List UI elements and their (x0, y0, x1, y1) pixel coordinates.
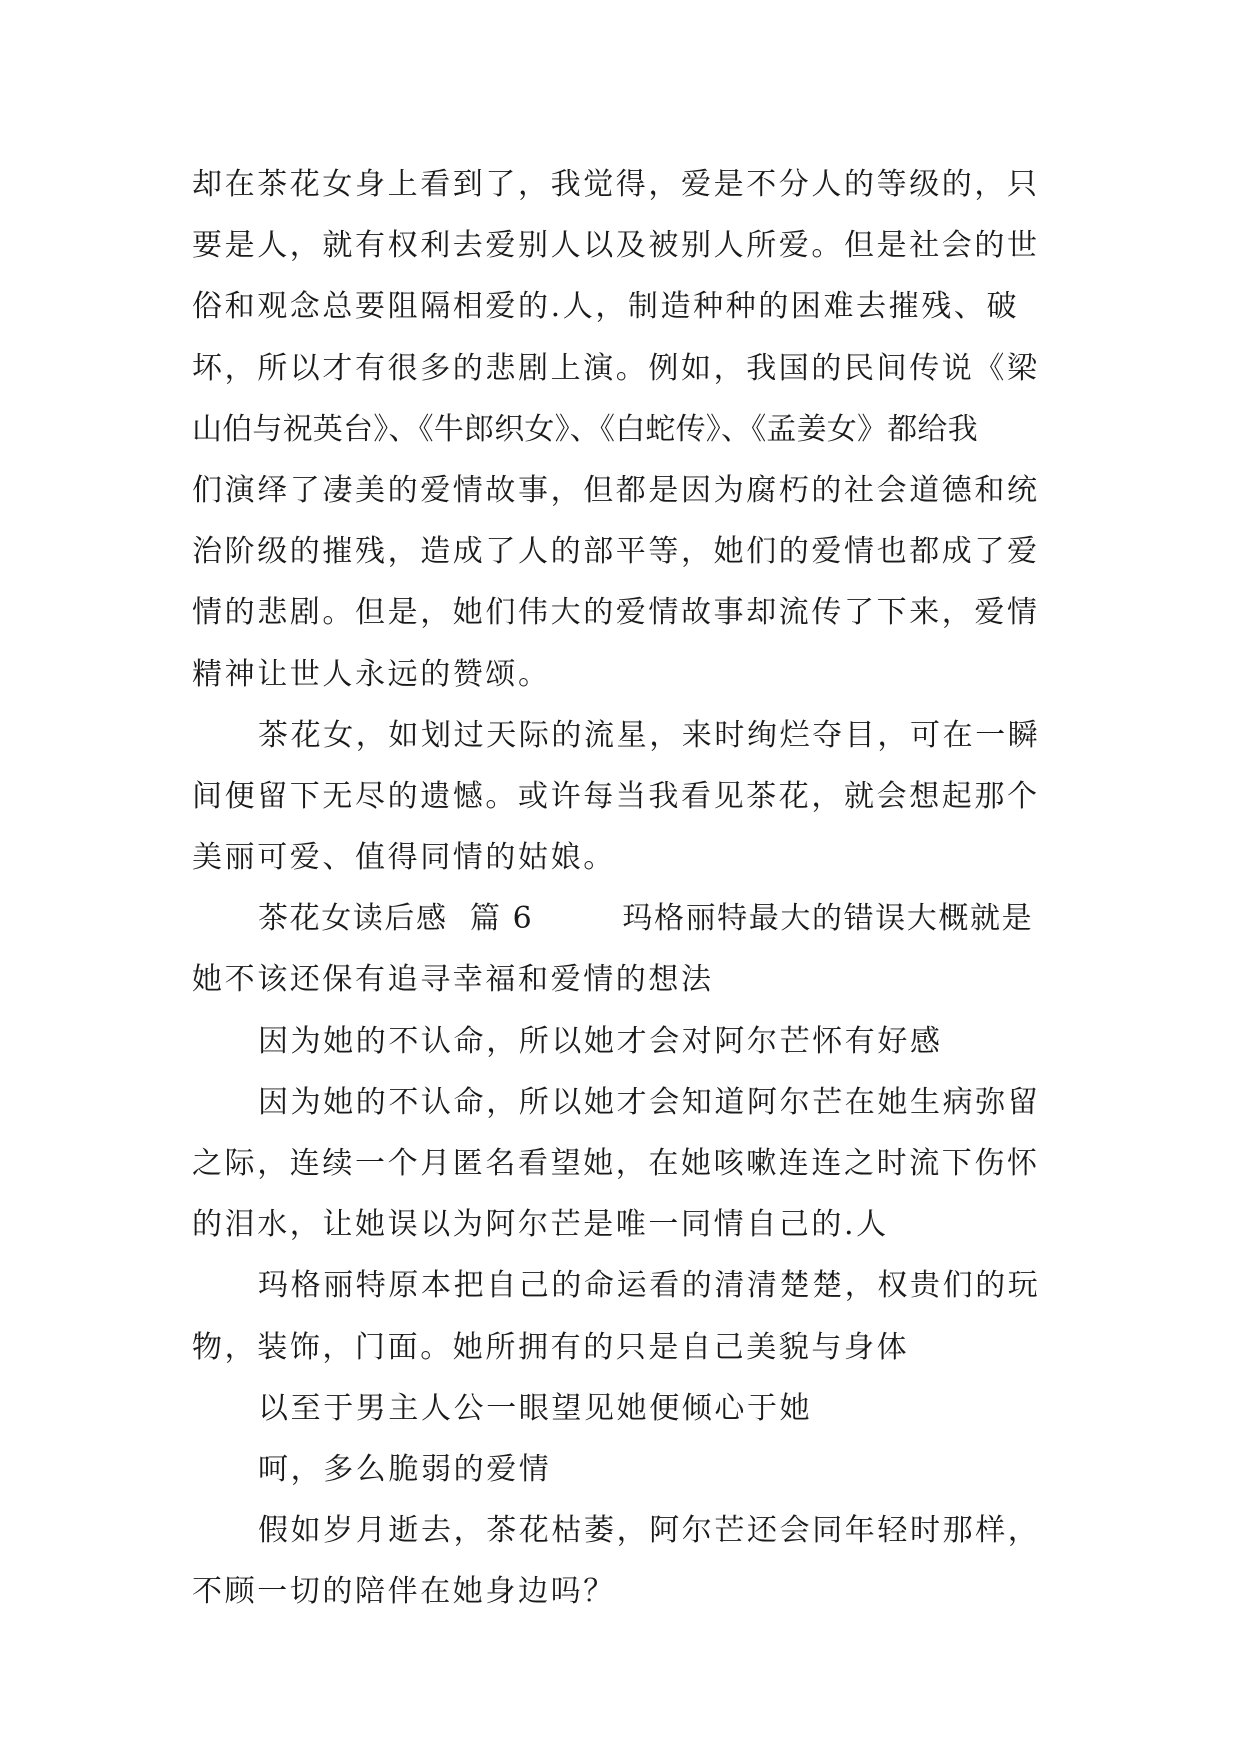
text-line: 坏，所以才有很多的悲剧上演。例如，我国的民间传说《梁 (192, 350, 1040, 386)
text-line: 要是人，就有权利去爱别人以及被别人所爱。但是社会的世 (192, 228, 1040, 264)
text-line: 的泪水，让她误以为阿尔芒是唯一同情自己的.人 (192, 1207, 889, 1243)
paragraph-start-line: 因为她的不认命，所以她才会对阿尔芒怀有好感 (258, 1023, 943, 1059)
paragraph-start-line: 以至于男主人公一眼望见她便倾心于她 (258, 1390, 813, 1426)
text-line: 山伯与祝英台》、《牛郎织女》、《白蛇传》、《孟姜女》都给我 (192, 411, 978, 447)
text-line: 俗和观念总要阻隔相爱的.人，制造种种的困难去摧残、破 (192, 289, 1020, 325)
text-line: 情的悲剧。但是，她们伟大的爱情故事却流传了下来，爱情 (192, 595, 1040, 631)
section-heading-line: 茶花女读后感 篇 6 玛格丽特最大的错误大概就是 (258, 901, 1034, 937)
text-line: 精神让世人永远的赞颂。 (192, 656, 551, 692)
text-line: 不顾一切的陪伴在她身边吗？ (192, 1574, 616, 1610)
text-line: 物，装饰，门面。她所拥有的只是自己美貌与身体 (192, 1329, 910, 1365)
text-line: 之际，连续一个月匿名看望她，在她咳嗽连连之时流下伤怀 (192, 1146, 1040, 1181)
text-line: 却在茶花女身上看到了，我觉得，爱是不分人的等级的，只 (192, 167, 1040, 202)
text-line: 美丽可爱、值得同情的姑娘。 (192, 840, 616, 876)
paragraph-start-line: 茶花女，如划过天际的流星，来时绚烂夺目，可在一瞬 (258, 717, 1041, 753)
text-line: 间便留下无尽的遗憾。或许每当我看见茶花，就会想起那个 (192, 778, 1040, 814)
paragraph-start-line: 因为她的不认命，所以她才会知道阿尔芒在她生病弥留 (258, 1084, 1041, 1120)
text-line: 她不该还保有追寻幸福和爱情的想法 (192, 962, 714, 998)
paragraph-start-line: 假如岁月逝去，茶花枯萎，阿尔芒还会同年轻时那样， (258, 1513, 1041, 1549)
paragraph-start-line: 呵，多么脆弱的爱情 (258, 1451, 552, 1487)
document-body (192, 154, 1052, 1623)
paragraph-start-line: 玛格丽特原本把自己的命运看的清清楚楚，权贵们的玩 (258, 1268, 1041, 1304)
text-line: 们演绎了凄美的爱情故事，但都是因为腐朽的社会道德和统 (192, 472, 1040, 508)
text-line: 治阶级的摧残，造成了人的部平等，她们的爱情也都成了爱 (192, 534, 1040, 570)
